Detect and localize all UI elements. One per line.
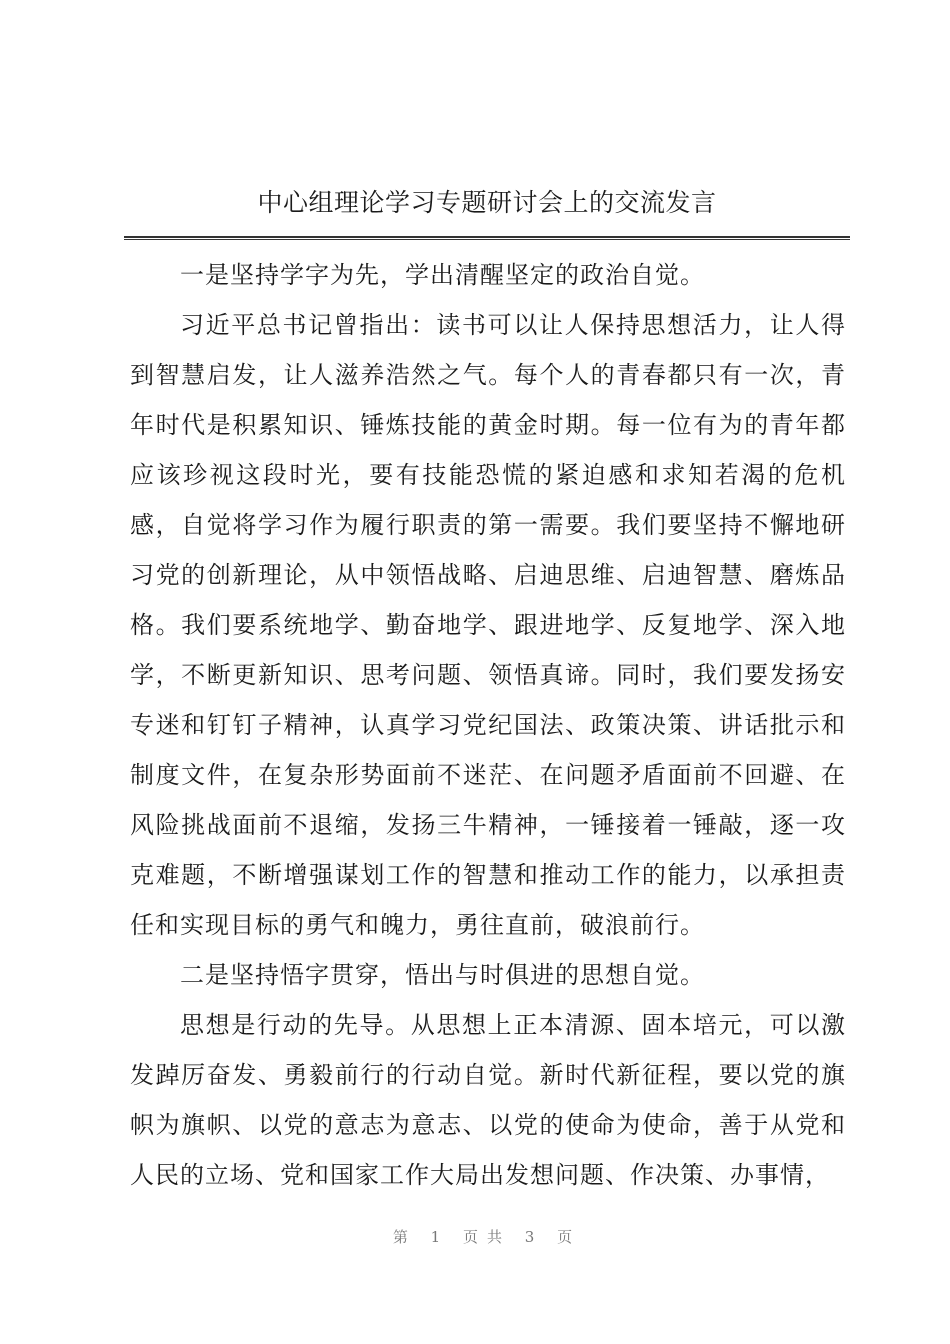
document-title: 中心组理论学习专题研讨会上的交流发言	[257, 188, 717, 217]
body-paragraph-1: 习近平总书记曾指出：读书可以让人保持思想活力，让人得到智慧启发，让人滋养浩然之气。每个人的青春都只有一次，青年时代是积累知识、锤炼技能的黄金时期。每一位有为的青年都应该珍视这段时光，要有技能恐慌的紧迫感和求知若渴的危机感，自觉将学习作为履行职责的第一需要。我们要坚持不懈地研习党的创新理论，从中领悟战略、启迪思维、启迪智慧、磨炼品格。我们要系统地学、勤奋地学、跟进地学、反复地学、深入地学，不断更新知识、思考问题、领悟真谛。同时，我们要发扬安专迷和钉钉子精神，认真学习党纪国法、政策决策、讲话批示和制度文件，在复杂形势面前不迷茫、在问题矛盾面前不回避、在风险挑战面前不退缩，发扬三牛精神，一锤接着一锤敲，逐一攻克难题，不断增强谋划工作的智慧和推动工作的能力，以承担责任和实现目标的勇气和魄力，勇往直前，破浪前行。	[130, 311, 846, 939]
document-body	[130, 250, 846, 1200]
page-number-footer: 第 1 页共 3 页	[392, 1228, 582, 1246]
section-heading-1: 一是坚持学字为先，学出清醒坚定的政治自觉。	[180, 261, 705, 289]
title-divider	[124, 236, 850, 240]
section-heading-2: 二是坚持悟字贯穿，悟出与时俱进的思想自觉。	[180, 961, 705, 989]
body-paragraph-2: 思想是行动的先导。从思想上正本清源、固本培元，可以激发踔厉奋发、勇毅前行的行动自觉。新时代新征程，要以党的旗帜为旗帜、以党的意志为意志、以党的使命为使命，善于从党和人民的立场、党和国家工作大局出发想问题、作决策、办事情，	[130, 1011, 846, 1189]
